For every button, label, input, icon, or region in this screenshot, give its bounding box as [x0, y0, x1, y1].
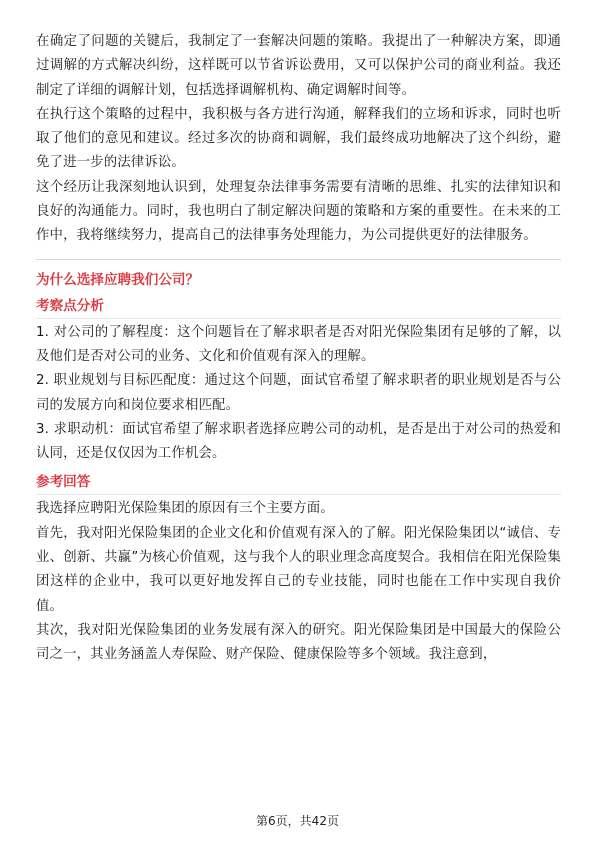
intro-paragraph: 在执行这个策略的过程中，我积极与各方进行沟通，解释我们的立场和诉求，同时也听取了他们的意见和建议。经过多次的协商和调解，我们最终成功地解决了这个纠纷，避免了进一步的法律诉讼。	[36, 106, 561, 171]
heading-underline	[36, 494, 561, 495]
analysis-item: 1. 对公司的了解程度：这个问题旨在了解求职者是否对阳光保险集团有足够的了解，以及他们是否对公司的业务、文化和价值观有深入的理解。	[36, 324, 561, 364]
question-title: 为什么选择应聘我们公司？	[36, 271, 200, 288]
page-number: 第6页，共42页	[256, 814, 339, 828]
analysis-item: 2. 职业规划与目标匹配度：通过这个问题，面试官希望了解求职者的职业规划是否与公司的发展方向和岗位要求相匹配。	[36, 373, 561, 413]
answer-heading: 参考回答	[36, 474, 91, 491]
answer-paragraph: 我选择应聘阳光保险集团的原因有三个主要方面。	[36, 501, 334, 517]
intro-paragraph: 在确定了问题的关键后，我制定了一套解决问题的策略。我提出了一种解决方案，即通过调解的方式解决纠纷，这样既可以节省诉讼费用，又可以保护公司的商业利益。我还制定了详细的调解计划，包括选择调解机构、确定调解时间等。	[36, 34, 561, 98]
analysis-item: 3. 求职动机：面试官希望了解求职者选择应聘公司的动机，是否是出于对公司的热爱和认同，还是仅仅因为工作机会。	[36, 421, 561, 462]
heading-underline	[36, 318, 561, 319]
document-page	[36, 30, 561, 668]
section-divider	[36, 259, 561, 260]
answer-paragraph: 其次，我对阳光保险集团的业务发展有深入的研究。阳光保险集团是中国最大的保险公司之一，其业务涵盖人寿保险、财产保险、健康保险等多个领域。我注意到，	[36, 622, 561, 663]
answer-paragraph: 首先，我对阳光保险集团的企业文化和价值观有深入的了解。阳光保险集团以“诚信、专业、创新、共赢”为核心价值观，这与我个人的职业理念高度契合。我相信在阳光保险集团这样的企业中，我可以更好地发挥自己的专业技能，同时也能在工作中实现自我价值。	[36, 525, 561, 614]
intro-paragraph: 这个经历让我深刻地认识到，处理复杂法律事务需要有清晰的思维、扎实的法律知识和良好的沟通能力。同时，我也明白了制定解决问题的策略和方案的重要性。在未来的工作中，我将继续努力，提高自己的法律事务处理能力，为公司提供更好的法律服务。	[36, 179, 561, 244]
analysis-heading: 考察点分析	[36, 297, 104, 314]
